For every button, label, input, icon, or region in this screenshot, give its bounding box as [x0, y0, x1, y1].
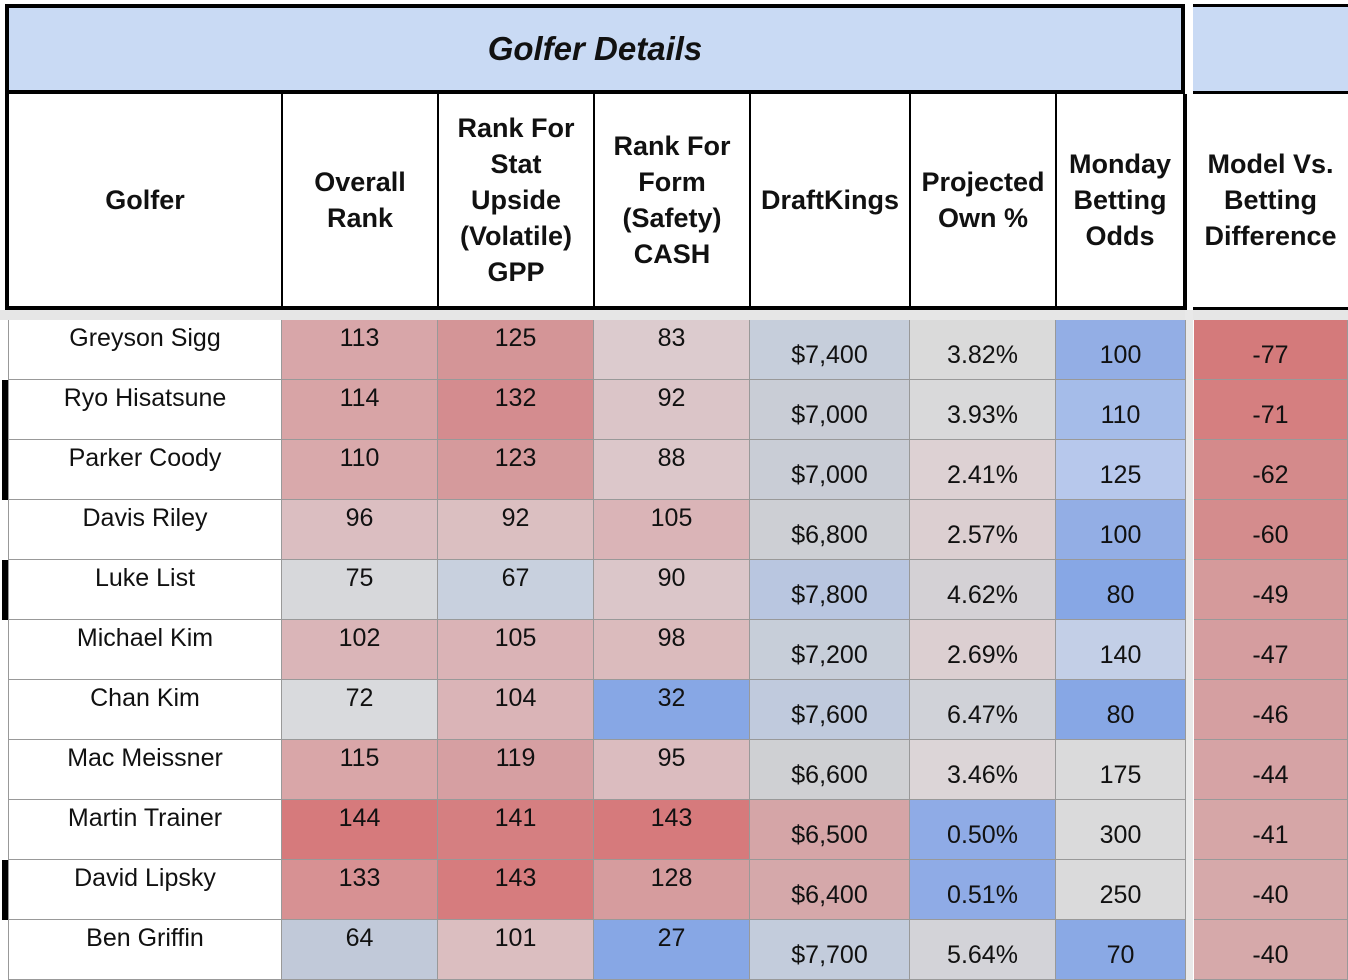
- header-overall-rank[interactable]: Overall Rank: [281, 94, 437, 306]
- model-diff-cell[interactable]: -49: [1194, 560, 1348, 620]
- header-upside-rank[interactable]: Rank For Stat Upside (Volatile) GPP: [437, 94, 593, 306]
- overall-rank-cell[interactable]: 144: [282, 800, 438, 860]
- betting-odds-cell[interactable]: 175: [1056, 740, 1186, 800]
- golfer-cell[interactable]: Michael Kim: [8, 620, 282, 680]
- projected-own-cell[interactable]: 3.82%: [910, 320, 1056, 380]
- upside-rank-cell[interactable]: 132: [438, 380, 594, 440]
- overall-rank-cell[interactable]: 113: [282, 320, 438, 380]
- upside-rank-cell[interactable]: 105: [438, 620, 594, 680]
- form-rank-cell[interactable]: 95: [594, 740, 750, 800]
- header-draftkings[interactable]: DraftKings: [749, 94, 909, 306]
- table-row: [0, 800, 1348, 860]
- betting-odds-cell[interactable]: 250: [1056, 860, 1186, 920]
- form-rank-cell[interactable]: 105: [594, 500, 750, 560]
- draftkings-salary-cell[interactable]: $7,700: [750, 920, 910, 980]
- golfer-cell[interactable]: Parker Coody: [8, 440, 282, 500]
- header-projected-own[interactable]: Projected Own %: [909, 94, 1055, 306]
- overall-rank-cell[interactable]: 110: [282, 440, 438, 500]
- upside-rank-cell[interactable]: 143: [438, 860, 594, 920]
- overall-rank-cell[interactable]: 133: [282, 860, 438, 920]
- header-betting-odds[interactable]: Monday Betting Odds: [1055, 94, 1183, 306]
- golfer-cell[interactable]: David Lipsky: [8, 860, 282, 920]
- table-row: [0, 860, 1348, 920]
- golfer-cell[interactable]: Luke List: [8, 560, 282, 620]
- model-diff-cell[interactable]: -46: [1194, 680, 1348, 740]
- header-right: [1193, 94, 1348, 310]
- form-rank-cell[interactable]: 27: [594, 920, 750, 980]
- model-diff-cell[interactable]: -62: [1194, 440, 1348, 500]
- table-row: [0, 500, 1348, 560]
- golfer-cell[interactable]: Davis Riley: [8, 500, 282, 560]
- form-rank-cell[interactable]: 92: [594, 380, 750, 440]
- upside-rank-cell[interactable]: 141: [438, 800, 594, 860]
- draftkings-salary-cell[interactable]: $7,000: [750, 440, 910, 500]
- draftkings-salary-cell[interactable]: $6,500: [750, 800, 910, 860]
- table-row: [0, 440, 1348, 500]
- header-form-rank[interactable]: Rank For Form (Safety) CASH: [593, 94, 749, 306]
- projected-own-cell[interactable]: 3.93%: [910, 380, 1056, 440]
- draftkings-salary-cell[interactable]: $6,600: [750, 740, 910, 800]
- overall-rank-cell[interactable]: 96: [282, 500, 438, 560]
- model-diff-cell[interactable]: -40: [1194, 860, 1348, 920]
- table-row: [0, 680, 1348, 740]
- draftkings-salary-cell[interactable]: $7,800: [750, 560, 910, 620]
- header-gap: [0, 310, 1348, 320]
- overall-rank-cell[interactable]: 72: [282, 680, 438, 740]
- overall-rank-cell[interactable]: 102: [282, 620, 438, 680]
- model-diff-cell[interactable]: -40: [1194, 920, 1348, 980]
- projected-own-cell[interactable]: 4.62%: [910, 560, 1056, 620]
- table-row: [0, 320, 1348, 380]
- upside-rank-cell[interactable]: 101: [438, 920, 594, 980]
- projected-own-cell[interactable]: 5.64%: [910, 920, 1056, 980]
- form-rank-cell[interactable]: 98: [594, 620, 750, 680]
- draftkings-salary-cell[interactable]: $7,400: [750, 320, 910, 380]
- betting-odds-cell[interactable]: 80: [1056, 560, 1186, 620]
- overall-rank-cell[interactable]: 115: [282, 740, 438, 800]
- title-bar-extension: [1193, 4, 1348, 94]
- title-bar: [5, 4, 1185, 94]
- model-diff-cell[interactable]: -77: [1194, 320, 1348, 380]
- golfer-cell[interactable]: Greyson Sigg: [8, 320, 282, 380]
- projected-own-cell[interactable]: 3.46%: [910, 740, 1056, 800]
- draftkings-salary-cell[interactable]: $7,000: [750, 380, 910, 440]
- model-diff-cell[interactable]: -47: [1194, 620, 1348, 680]
- golfer-cell[interactable]: Chan Kim: [8, 680, 282, 740]
- betting-odds-cell[interactable]: 80: [1056, 680, 1186, 740]
- draftkings-salary-cell[interactable]: $7,200: [750, 620, 910, 680]
- betting-odds-cell[interactable]: 100: [1056, 500, 1186, 560]
- upside-rank-cell[interactable]: 125: [438, 320, 594, 380]
- table-title: Golfer Details: [487, 30, 703, 67]
- table-row: [0, 620, 1348, 680]
- model-diff-cell[interactable]: -44: [1194, 740, 1348, 800]
- form-rank-cell[interactable]: 143: [594, 800, 750, 860]
- betting-odds-cell[interactable]: 110: [1056, 380, 1186, 440]
- golfer-cell[interactable]: Ben Griffin: [8, 920, 282, 980]
- table-row: [0, 740, 1348, 800]
- form-rank-cell[interactable]: 32: [594, 680, 750, 740]
- upside-rank-cell[interactable]: 123: [438, 440, 594, 500]
- golfer-cell[interactable]: Martin Trainer: [8, 800, 282, 860]
- draftkings-salary-cell[interactable]: $6,400: [750, 860, 910, 920]
- table-row: [0, 560, 1348, 620]
- upside-rank-cell[interactable]: 104: [438, 680, 594, 740]
- projected-own-cell[interactable]: 6.47%: [910, 680, 1056, 740]
- table-row: [0, 380, 1348, 440]
- projected-own-cell[interactable]: 2.69%: [910, 620, 1056, 680]
- form-rank-cell[interactable]: 128: [594, 860, 750, 920]
- draftkings-salary-cell[interactable]: $7,600: [750, 680, 910, 740]
- model-diff-cell[interactable]: -41: [1194, 800, 1348, 860]
- projected-own-cell[interactable]: 2.57%: [910, 500, 1056, 560]
- betting-odds-cell[interactable]: 300: [1056, 800, 1186, 860]
- upside-rank-cell[interactable]: 92: [438, 500, 594, 560]
- draftkings-salary-cell[interactable]: $6,800: [750, 500, 910, 560]
- golfer-cell[interactable]: Mac Meissner: [8, 740, 282, 800]
- header-golfer[interactable]: Golfer: [105, 185, 185, 215]
- projected-own-cell[interactable]: 0.50%: [910, 800, 1056, 860]
- projected-own-cell[interactable]: 2.41%: [910, 440, 1056, 500]
- upside-rank-cell[interactable]: 67: [438, 560, 594, 620]
- model-diff-cell[interactable]: -60: [1194, 500, 1348, 560]
- table-row: [0, 920, 1348, 980]
- form-rank-cell[interactable]: 83: [594, 320, 750, 380]
- betting-odds-cell[interactable]: 125: [1056, 440, 1186, 500]
- projected-own-cell[interactable]: 0.51%: [910, 860, 1056, 920]
- header-row: [5, 94, 1187, 310]
- betting-odds-cell[interactable]: 140: [1056, 620, 1186, 680]
- overall-rank-cell[interactable]: 64: [282, 920, 438, 980]
- overall-rank-cell[interactable]: 114: [282, 380, 438, 440]
- upside-rank-cell[interactable]: 119: [438, 740, 594, 800]
- form-rank-cell[interactable]: 88: [594, 440, 750, 500]
- golfer-cell[interactable]: Ryo Hisatsune: [8, 380, 282, 440]
- header-model-vs-betting[interactable]: Model Vs. Betting Difference: [1204, 149, 1337, 251]
- form-rank-cell[interactable]: 90: [594, 560, 750, 620]
- betting-odds-cell[interactable]: 100: [1056, 320, 1186, 380]
- model-diff-cell[interactable]: -71: [1194, 380, 1348, 440]
- overall-rank-cell[interactable]: 75: [282, 560, 438, 620]
- betting-odds-cell[interactable]: 70: [1056, 920, 1186, 980]
